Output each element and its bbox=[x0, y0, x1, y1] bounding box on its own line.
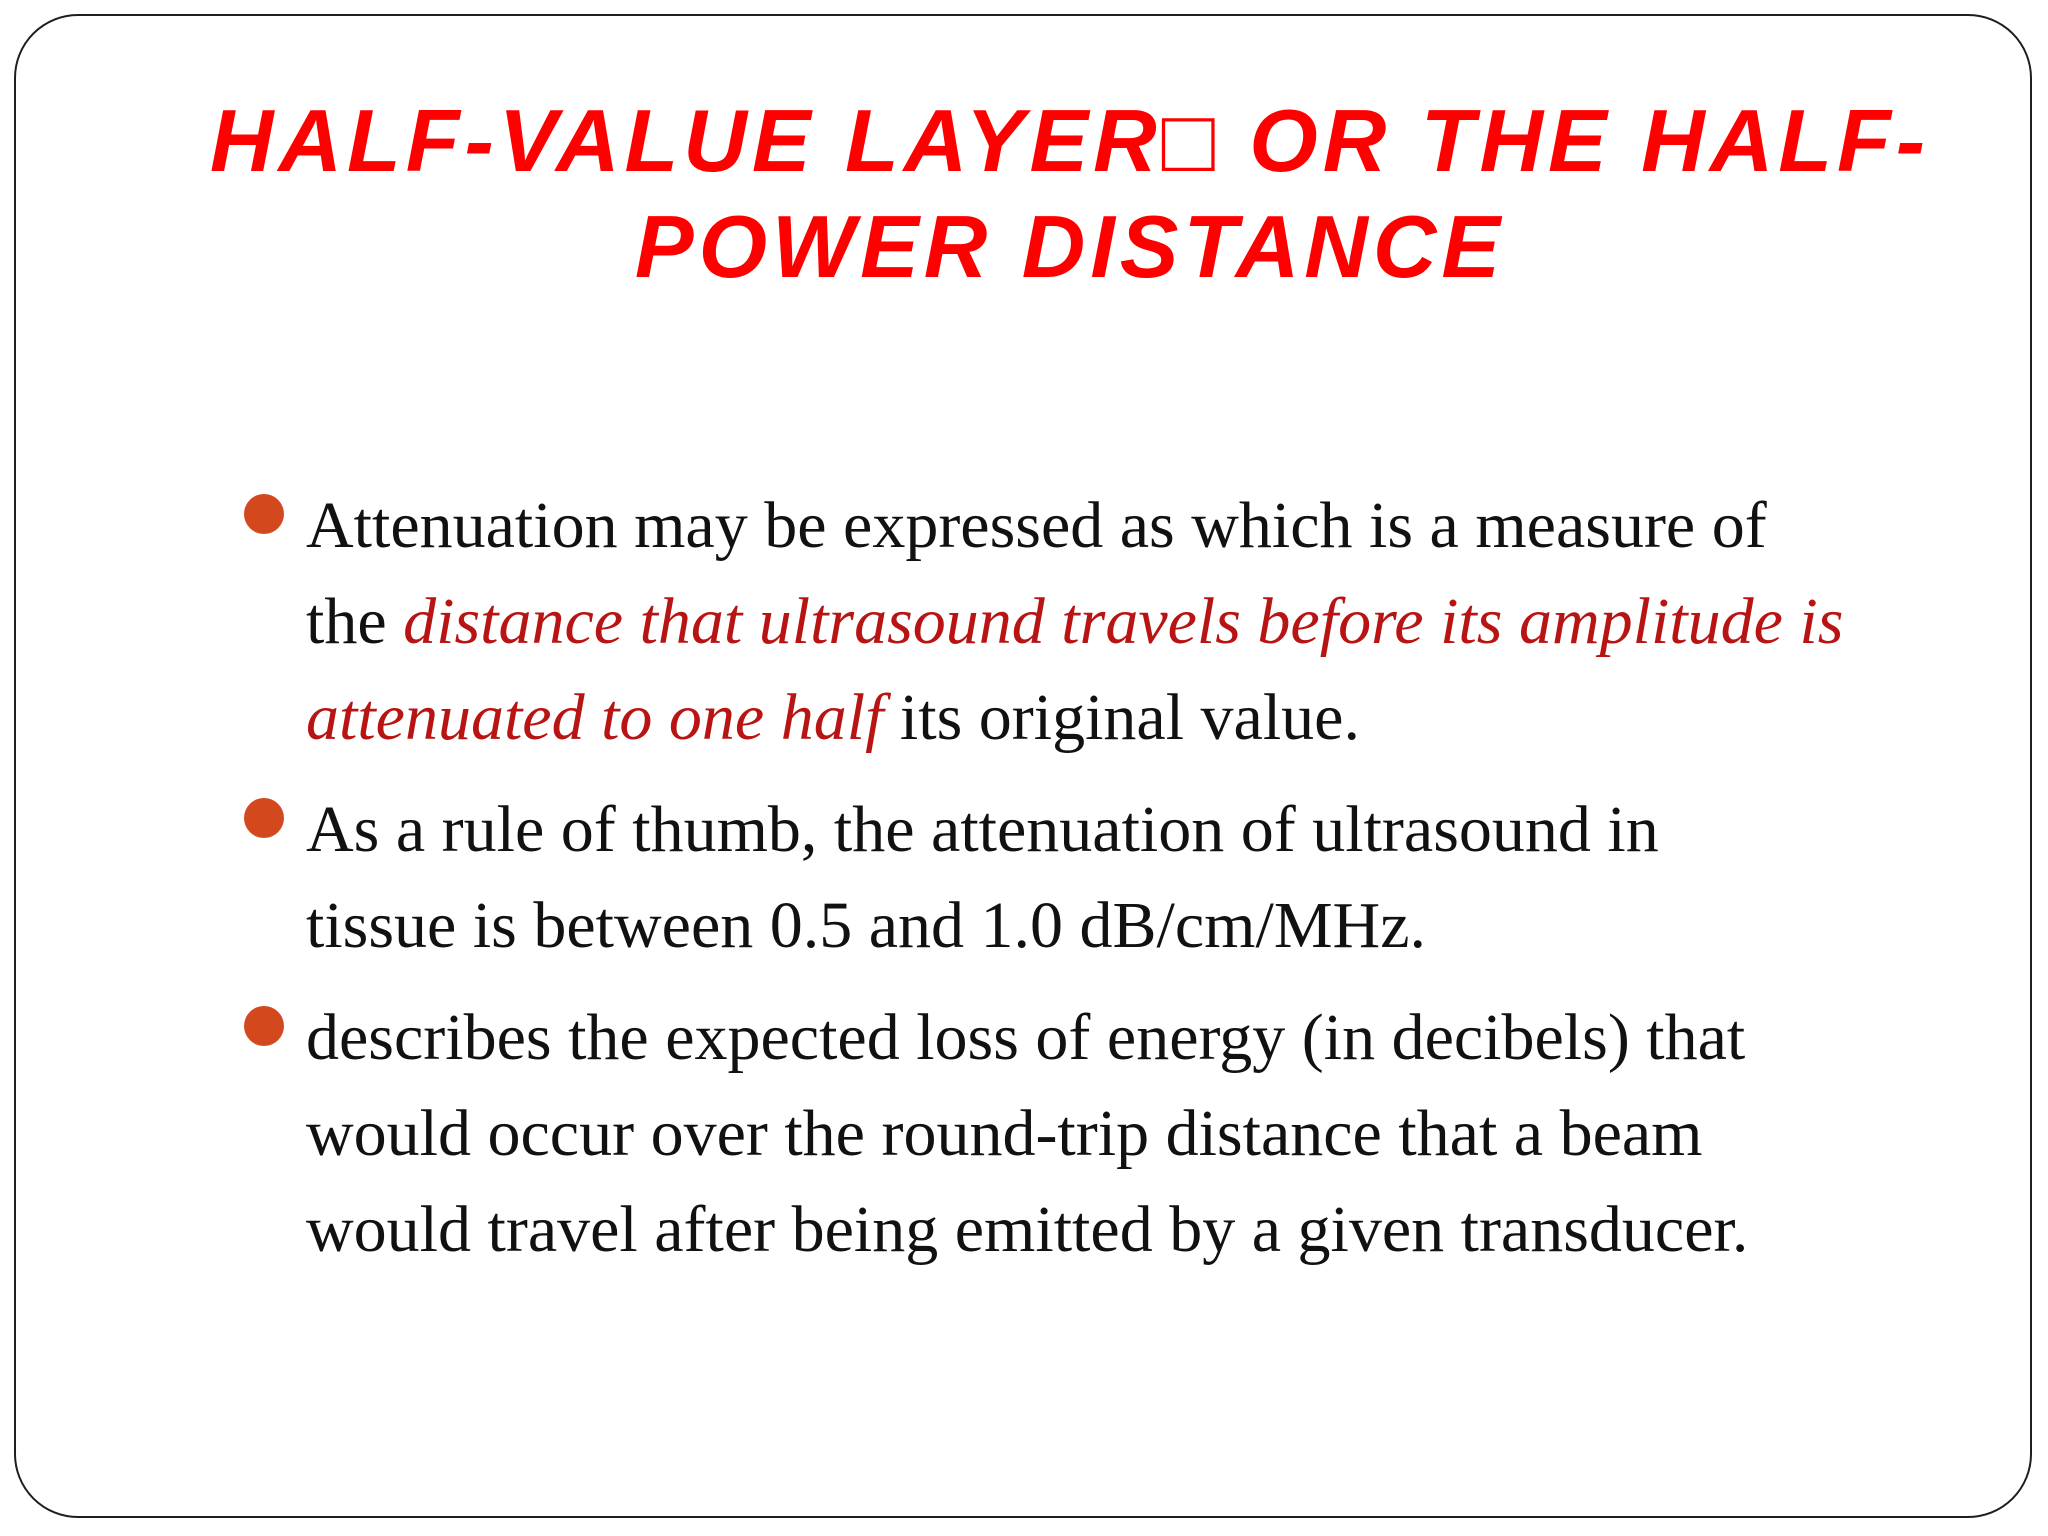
bullet-item-attenuation-definition bbox=[244, 478, 1904, 766]
bullet-dot-icon bbox=[244, 798, 284, 838]
bullet-3-line-1: describes the expected loss of energy (in decibels) that bbox=[306, 1001, 1746, 1074]
slide-title bbox=[200, 88, 1940, 300]
bullet-1-line-3-suffix: its original value. bbox=[883, 681, 1360, 754]
bullet-2-line-2: tissue is between 0.5 and 1.0 dB/cm/MHz. bbox=[306, 889, 1427, 962]
bullet-1-line-2 bbox=[306, 574, 1904, 670]
bullet-1-line-3 bbox=[306, 670, 1904, 766]
bullet-1-line-2-prefix: the bbox=[306, 585, 404, 658]
bullet-dot-icon bbox=[244, 1006, 284, 1046]
bullet-1-emphasis-part-2: attenuated to one half bbox=[306, 681, 884, 754]
bullet-3-line-2: would occur over the round-trip distance that a beam bbox=[306, 1097, 1703, 1170]
bullet-list bbox=[244, 478, 1904, 1294]
slide-title-line-2: POWER DISTANCE bbox=[634, 197, 1506, 296]
bullet-item-expected-loss bbox=[244, 990, 1904, 1278]
bullet-2-line-1: As a rule of thumb, the attenuation of ultrasound in bbox=[306, 793, 1659, 866]
bullet-1-emphasis-part-1: distance that ultrasound travels before its amplitude is bbox=[403, 585, 1844, 658]
slide-title-line-1: HALF-VALUE LAYER□ OR THE HALF- bbox=[209, 91, 1931, 190]
bullet-item-rule-of-thumb bbox=[244, 782, 1904, 974]
bullet-dot-icon bbox=[244, 494, 284, 534]
bullet-3-line-3: would travel after being emitted by a given transducer. bbox=[306, 1193, 1749, 1266]
bullet-1-line-1: Attenuation may be expressed as which is a measure of bbox=[306, 489, 1767, 562]
